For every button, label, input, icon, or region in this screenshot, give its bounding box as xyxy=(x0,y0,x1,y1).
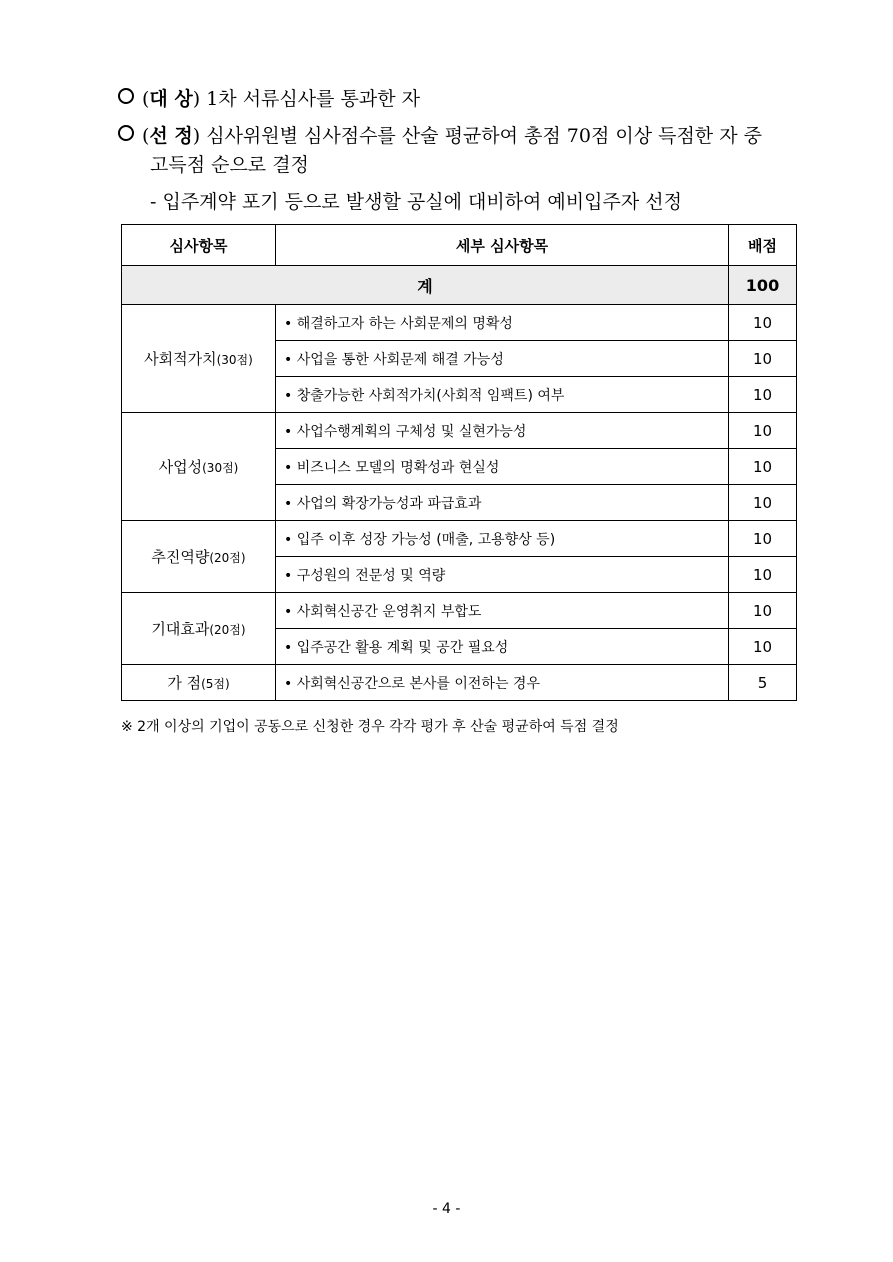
score-cell: 10 xyxy=(729,485,797,521)
category-name: 추진역량 xyxy=(151,548,210,566)
detail-cell: • 창출가능한 사회적가치(사회적 임팩트) 여부 xyxy=(276,377,729,413)
evaluation-table xyxy=(121,224,797,701)
category-points: (20점) xyxy=(209,551,246,565)
page-number: - 4 - xyxy=(432,1201,461,1217)
footnote: ※ 2개 이상의 기업이 공동으로 신청한 경우 각각 평가 후 산술 평균하여 득점 결정 xyxy=(121,719,619,735)
total-label: 계 xyxy=(122,266,729,305)
table-row xyxy=(122,413,797,449)
label-paren-open: ( xyxy=(142,125,150,147)
score-cell: 10 xyxy=(729,413,797,449)
table-row xyxy=(122,593,797,629)
category-cell xyxy=(122,305,276,413)
category-cell xyxy=(122,413,276,521)
category-points: (5점) xyxy=(201,677,230,691)
category-cell xyxy=(122,521,276,593)
category-name: 가 점 xyxy=(167,674,202,692)
category-points: (30점) xyxy=(216,353,253,367)
score-cell: 10 xyxy=(729,377,797,413)
score-cell: 10 xyxy=(729,557,797,593)
table-header-row xyxy=(122,225,797,266)
selection-criterion xyxy=(118,123,762,149)
table-row xyxy=(122,665,797,701)
selection-label: 선 정 xyxy=(149,125,193,147)
selection-subnote: - 입주계약 포기 등으로 발생할 공실에 대비하여 예비입주자 선정 xyxy=(150,191,682,213)
header-category: 심사항목 xyxy=(122,225,276,266)
score-cell: 5 xyxy=(729,665,797,701)
score-cell: 10 xyxy=(729,521,797,557)
score-cell: 10 xyxy=(729,305,797,341)
circle-bullet-icon xyxy=(118,125,134,141)
score-cell: 10 xyxy=(729,593,797,629)
target-text: 1차 서류심사를 통과한 자 xyxy=(200,88,420,110)
selection-text: 심사위원별 심사점수를 산술 평균하여 총점 70점 이상 득점한 자 중 xyxy=(200,125,762,147)
detail-cell: • 사업을 통한 사회문제 해결 가능성 xyxy=(276,341,729,377)
detail-cell: • 구성원의 전문성 및 역량 xyxy=(276,557,729,593)
selection-text-continued: 고득점 순으로 결정 xyxy=(150,154,309,176)
table-row xyxy=(122,305,797,341)
category-cell xyxy=(122,593,276,665)
header-detail: 세부 심사항목 xyxy=(276,225,729,266)
target-criterion xyxy=(118,86,420,112)
detail-cell: • 사업수행계획의 구체성 및 실현가능성 xyxy=(276,413,729,449)
detail-cell: • 사업의 확장가능성과 파급효과 xyxy=(276,485,729,521)
detail-cell: • 입주 이후 성장 가능성 (매출, 고용향상 등) xyxy=(276,521,729,557)
table-row xyxy=(122,521,797,557)
label-paren-close: ) xyxy=(192,88,201,110)
score-cell: 10 xyxy=(729,341,797,377)
detail-cell: • 비즈니스 모델의 명확성과 현실성 xyxy=(276,449,729,485)
category-cell xyxy=(122,665,276,701)
category-name: 사업성 xyxy=(158,458,203,476)
category-name: 사회적가치 xyxy=(144,350,217,368)
total-score: 100 xyxy=(729,266,797,305)
label-paren-open: ( xyxy=(142,88,150,110)
score-cell: 10 xyxy=(729,629,797,665)
detail-cell: • 입주공간 활용 계획 및 공간 필요성 xyxy=(276,629,729,665)
total-row xyxy=(122,266,797,305)
circle-bullet-icon xyxy=(118,88,134,104)
detail-cell: • 해결하고자 하는 사회문제의 명확성 xyxy=(276,305,729,341)
category-points: (20점) xyxy=(209,623,246,637)
detail-cell: • 사회혁신공간으로 본사를 이전하는 경우 xyxy=(276,665,729,701)
category-name: 기대효과 xyxy=(151,620,210,638)
detail-cell: • 사회혁신공간 운영취지 부합도 xyxy=(276,593,729,629)
category-points: (30점) xyxy=(202,461,239,475)
score-cell: 10 xyxy=(729,449,797,485)
label-paren-close: ) xyxy=(192,125,201,147)
header-score: 배점 xyxy=(729,225,797,266)
target-label: 대 상 xyxy=(149,88,193,110)
